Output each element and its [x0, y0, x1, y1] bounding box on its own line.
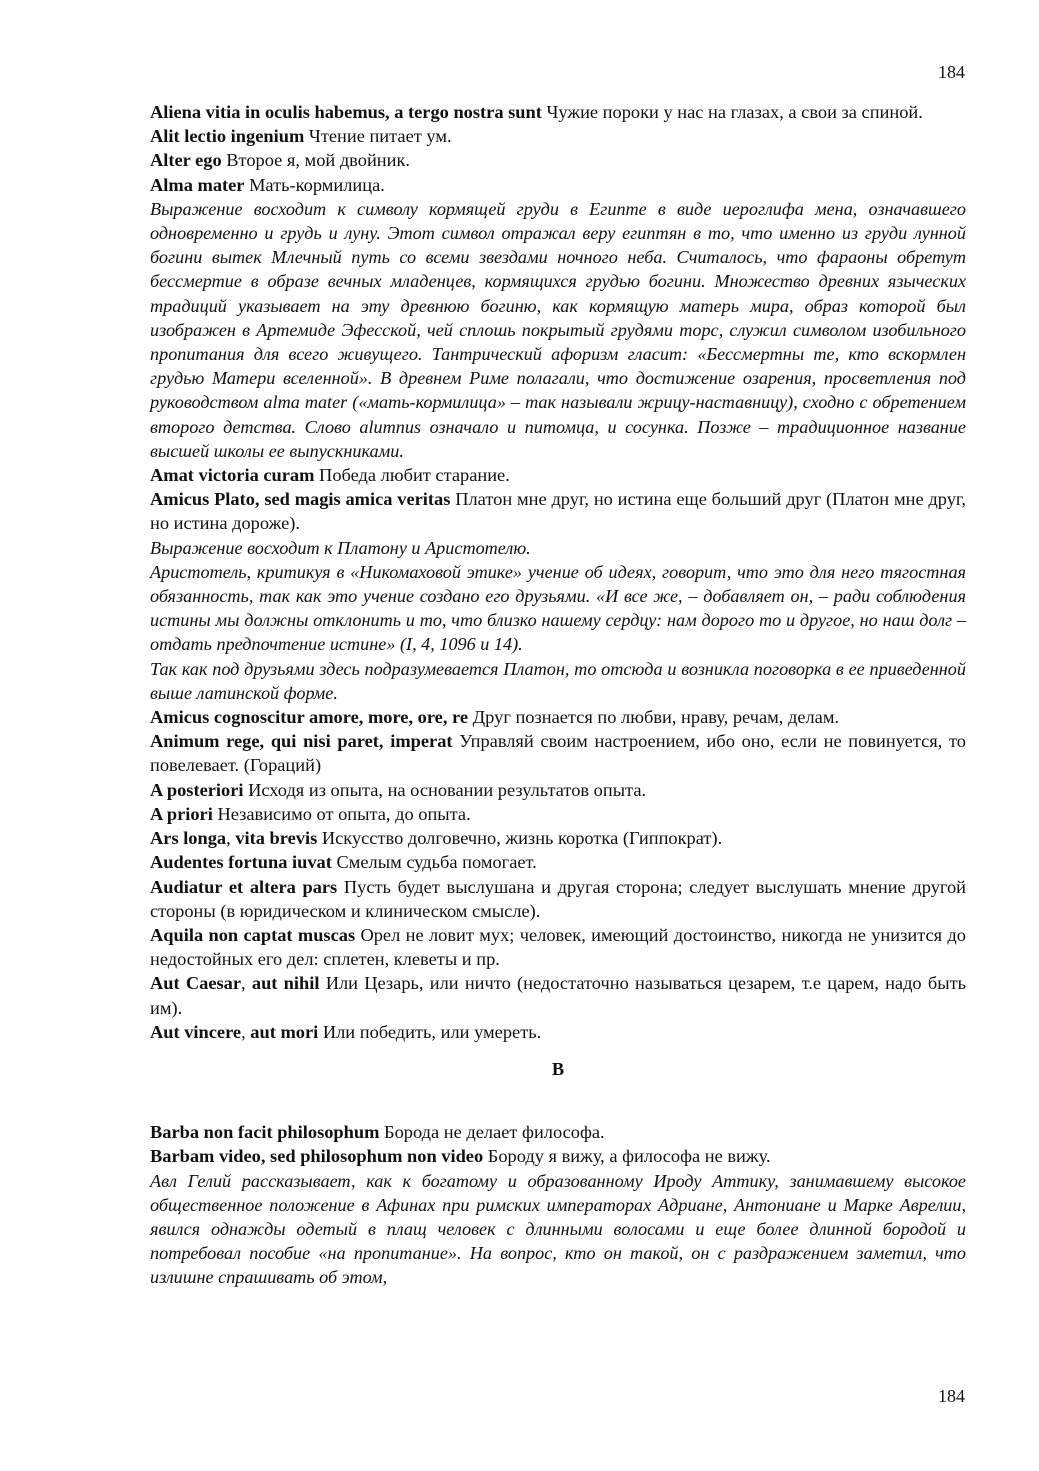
dictionary-entry [150, 463, 966, 487]
dictionary-entry [150, 1020, 966, 1044]
dictionary-entry [150, 173, 966, 197]
translation-text: Второе я, мой двойник. [221, 150, 410, 171]
dictionary-entry [150, 850, 966, 874]
latin-term: Animum rege, qui nisi paret, imperat [150, 731, 453, 752]
dictionary-entry [150, 826, 966, 850]
commentary-paragraph: Выражение восходит к символу кормящей груди в Египте в виде иероглифа мена, означавшего одновременно и грудь и луну. Этот символ отражал веру египтян в то, что именно из груди лунной богини вытек Млечный путь со всеми звездами ночного неба. Считалось, что фараоны обретут бессмертие в образе вечных младенцев, кормящихся грудью богини. Множество древних языческих традиций указывает на эту древнюю богиню, как кормящую матерь мира, образ которой был изображен в Артемиде Эфесской, чей сплошь покрытый грудями торс, служил символом изобильного пропитания для всего живущего. Тантрический афоризм гласит: «Бессмертны те, кто вскормлен грудью Матери вселенной». В древнем Риме полагали, что достижение озарения, просветления под руководством alma mater («мать-кормилица» – так называли жрицу-наставницу), сходно с обретением второго детства. Слово alumnus означало и питомца, и сосунка. Позже – традиционное название высшей школы ее выпускниками. [150, 198, 966, 461]
section-heading: B [551, 1058, 565, 1079]
latin-term: Ars longa [150, 828, 227, 849]
page-number-top: 184 [938, 62, 965, 82]
commentary-paragraph: Так как под друзьями здесь подразумевается Платон, то отсюда и возникла поговорка в ее приведенной выше латинской форме. [150, 658, 966, 703]
dictionary-entry [150, 100, 966, 124]
latin-term: aut mori [250, 1021, 319, 1042]
translation-text: Мать-кормилица. [244, 174, 385, 195]
dictionary-entry [150, 802, 966, 826]
translation-text: Чтение питает ум. [304, 126, 452, 147]
translation-text: Смелым судьба помогает. [331, 852, 537, 873]
commentary-paragraph: Аристотель, критикуя в «Никомаховой этике» учение об идеях, говорит, что это для него тягостная обязанность, так как это учение создано его друзьями. «И все же, – добавляет он, – ради соблюдения истины мы должны отклонить и то, что близко нашему сердцу: нам дорого то и другое, но наш долг – отдать предпочтение истине» (I, 4, 1096 и 14). [150, 561, 966, 655]
translation-text: Исходя из опыта, на основании результатов опыта. [243, 779, 647, 800]
entries-section-b [150, 1120, 966, 1289]
term-separator: , [241, 1021, 251, 1042]
latin-term: Amat victoria curam [150, 465, 315, 486]
latin-term: A priori [150, 803, 213, 824]
translation-text: Независимо от опыта, до опыта. [212, 803, 471, 824]
dictionary-entry [150, 875, 966, 923]
translation-text: Искусство долговечно, жизнь коротка (Гиппократ). [317, 828, 723, 849]
dictionary-entry [150, 729, 966, 777]
dictionary-entry [150, 705, 966, 729]
translation-text: Бороду я вижу, а философа не вижу. [483, 1146, 771, 1167]
dictionary-entry [150, 1144, 966, 1168]
translation-text: Орел не ловит мух; человек, имеющий достоинство, никогда не унизится до недостойных его дел: сплетен, клеветы и пр. [150, 924, 966, 970]
translation-text: Победа любит старание. [314, 465, 510, 486]
latin-term: Amicus Plato, sed magis amica veritas [150, 489, 451, 510]
commentary-paragraph: Авл Гелий рассказывает, как к богатому и образованному Ироду Аттику, занимавшему высокое общественное положение в Афинах при римских императорах Адриане, Антониане и Марке Аврелии, явился однажды одетый в плащ человек с длинными волосами и еще более длинной бородой и потребовал пособие «на пропитание». На вопрос, кто он такой, он с раздражением заметил, что излишне спрашивать об этом, [150, 1170, 966, 1288]
translation-text: Или Цезарь, или ничто (недостаточно называться цезарем, т.е царем, надо быть им). [150, 973, 966, 1018]
translation-text: Друг познается по любви, нраву, речам, делам. [468, 707, 840, 728]
latin-term: Audentes fortuna iuvat [150, 852, 332, 873]
dictionary-entry [150, 778, 966, 802]
latin-term: Alit lectio ingenium [150, 126, 305, 147]
latin-term: Barbam video, sed philosophum non video [150, 1146, 484, 1167]
latin-term: Aut vincere [150, 1021, 242, 1042]
document-body [150, 100, 966, 1290]
latin-term: Alter ego [150, 150, 222, 171]
latin-term: Barba non facit philosophum [150, 1122, 380, 1143]
dictionary-entry [150, 487, 966, 535]
translation-text: Или победить, или умереть. [318, 1021, 542, 1042]
latin-term: vita brevis [235, 828, 318, 849]
translation-text: Чужие пороки у нас на глазах, а свои за спиной. [541, 102, 923, 122]
entries-section-a [150, 100, 966, 1044]
latin-term: Aut Caesar [150, 973, 242, 994]
commentary-paragraph: Выражение восходит к Платону и Аристотелю. [150, 537, 531, 558]
translation-text: Платон мне друг, но истина еще больший друг (Платон мне друг, но истина дороже). [150, 489, 966, 534]
latin-term: Audiatur et altera pars [150, 876, 338, 897]
term-separator: , [241, 973, 252, 994]
latin-term: aut nihil [251, 973, 320, 994]
translation-text: Пусть будет выслушана и другая сторона; следует выслушать мнение другой стороны (в юридическом и клиническом смысле). [150, 876, 967, 921]
dictionary-entry [150, 971, 966, 1019]
dictionary-entry [150, 148, 966, 172]
term-separator: , [226, 828, 236, 849]
translation-text: Управляй своим настроением, ибо оно, если не повинуется, то повелевает. (Гораций) [150, 731, 966, 776]
translation-text: Борода не делает философа. [379, 1122, 605, 1143]
latin-term: Aliena vitia in oculis habemus, a tergo nostra sunt [150, 102, 542, 122]
page-number-bottom: 184 [938, 1386, 965, 1406]
dictionary-entry [150, 124, 966, 148]
latin-term: Amicus cognoscitur amore, more, ore, re [150, 707, 469, 728]
dictionary-entry [150, 1120, 966, 1144]
latin-term: A posteriori [150, 779, 244, 800]
latin-term: Aquila non captat muscas [150, 924, 356, 945]
latin-term: Alma mater [150, 174, 245, 195]
dictionary-entry [150, 923, 966, 971]
